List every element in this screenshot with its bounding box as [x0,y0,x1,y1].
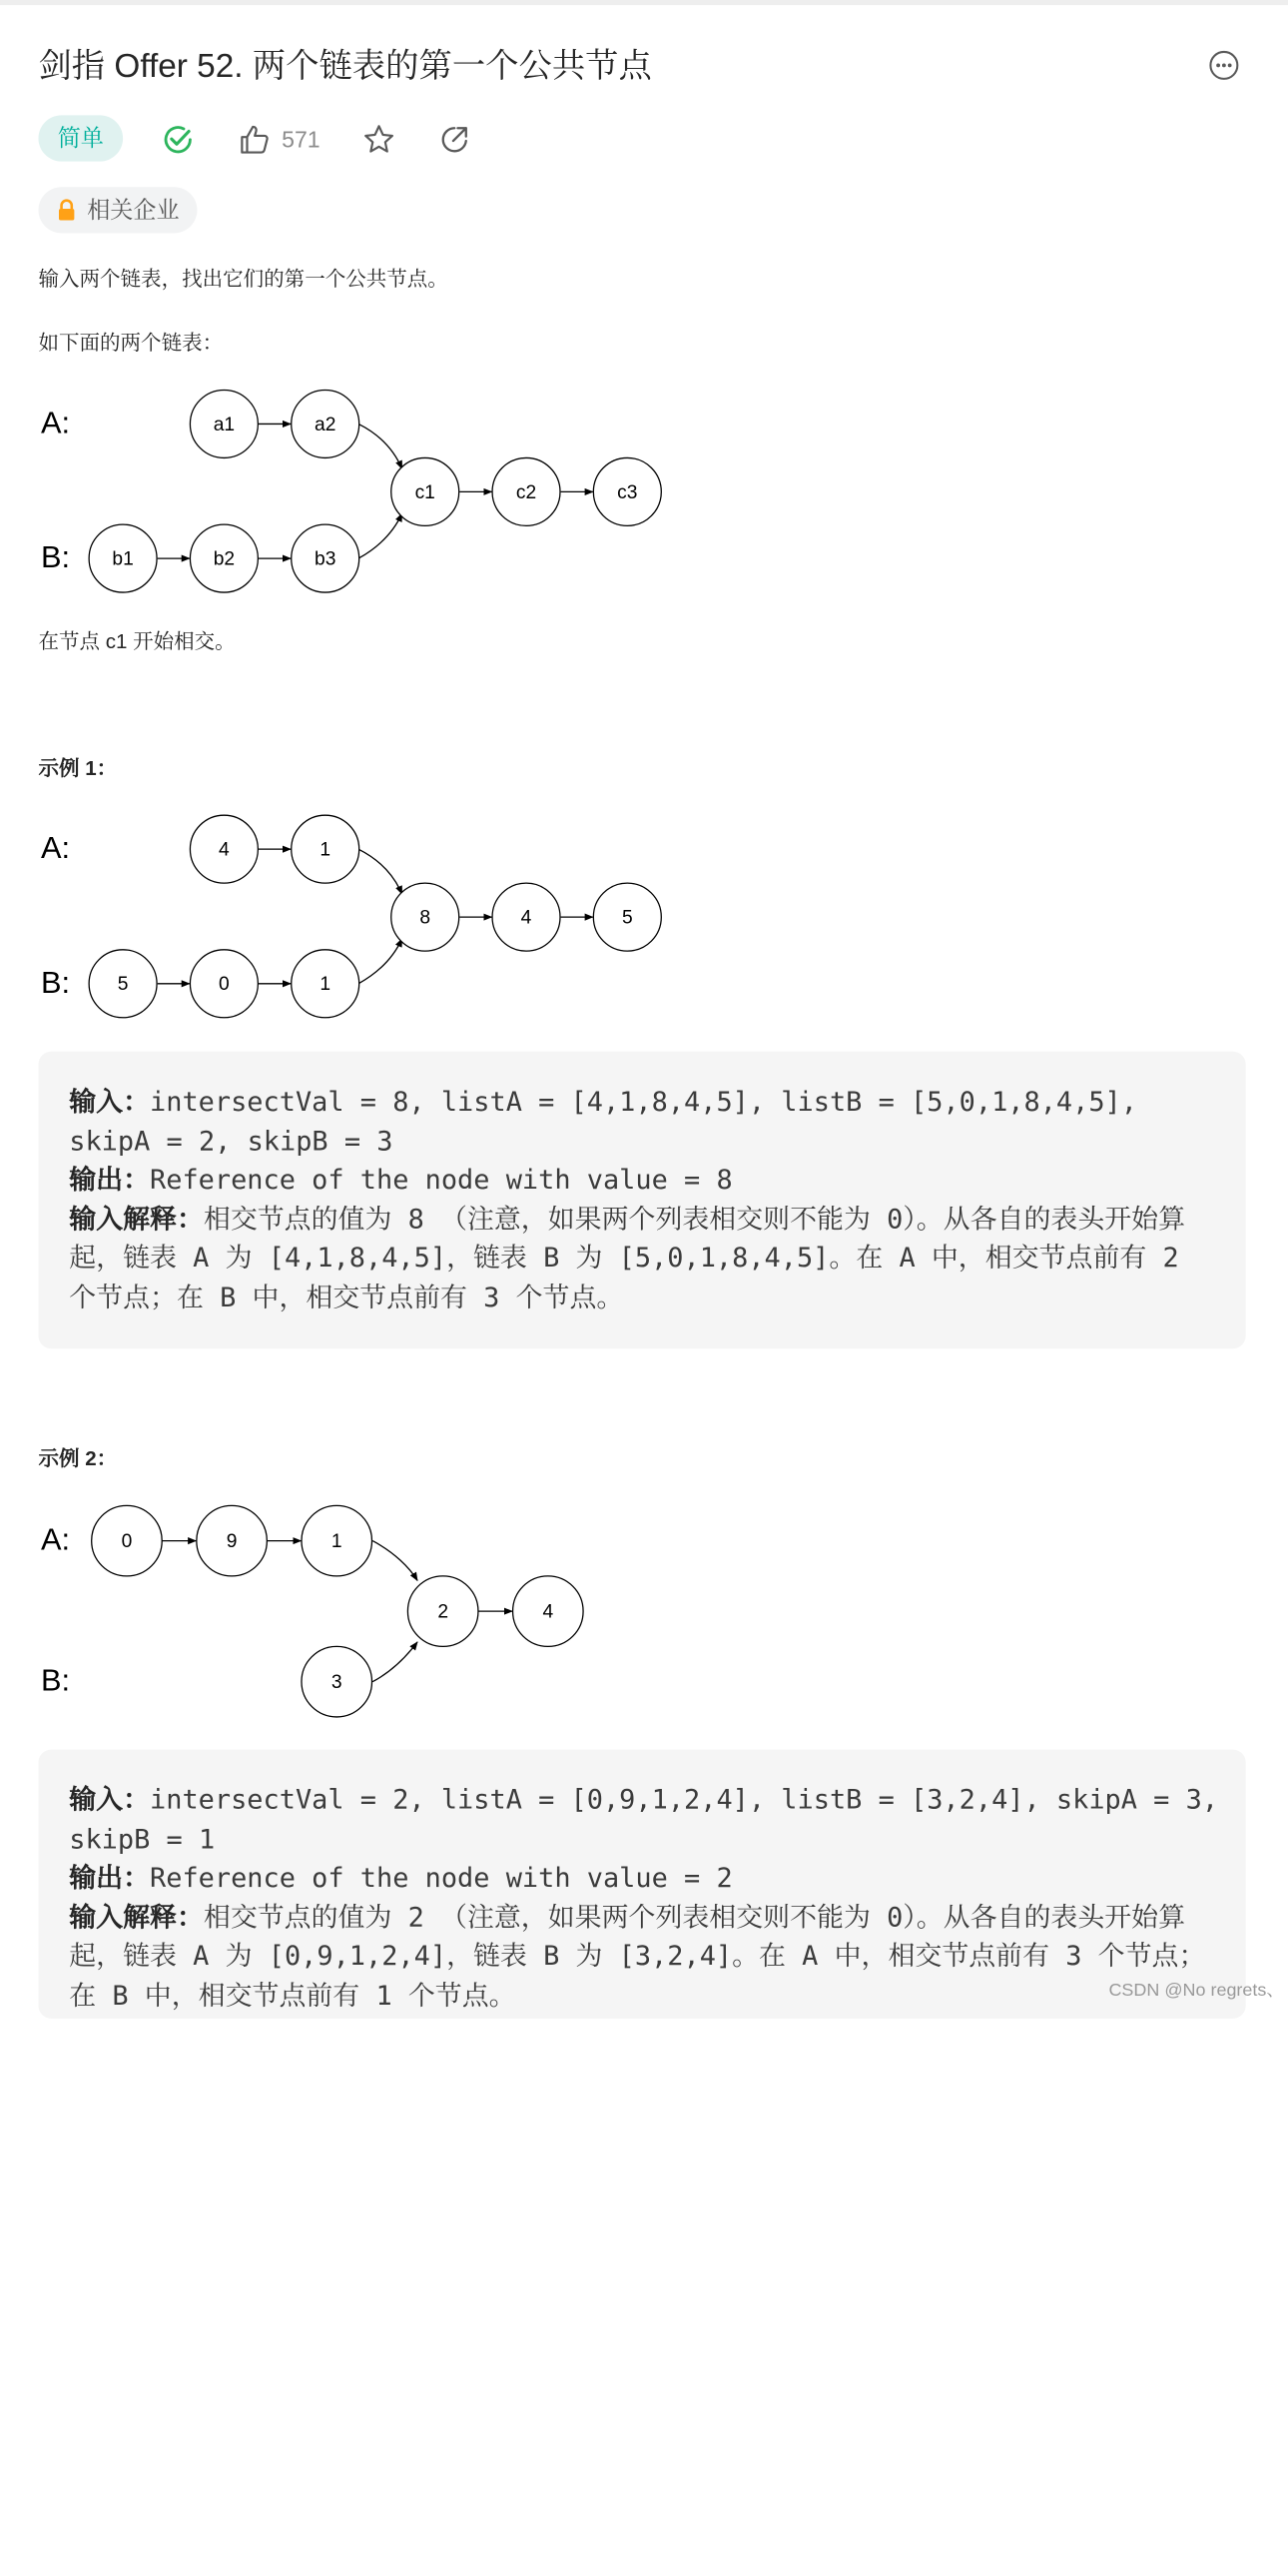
svg-text:b3: b3 [315,548,336,570]
list-node [302,1505,372,1576]
svg-text:4: 4 [219,839,230,861]
list-node [190,390,258,457]
svg-text:1: 1 [330,1531,342,1553]
svg-text:2: 2 [437,1601,449,1623]
thumb-up-icon[interactable] [239,123,272,156]
related-company-label: 相关企业 [87,197,180,224]
svg-text:a2: a2 [315,414,336,435]
svg-text:c3: c3 [617,481,638,503]
top-divider [0,0,1288,5]
list-node [292,390,359,457]
list-node [190,524,258,592]
list-node [593,883,661,951]
example1-linked-list-diagram [0,809,717,1027]
intro-text: 如下面的两个链表： [38,333,224,356]
list-node [391,457,459,525]
list-node [302,1646,372,1717]
list-node [292,524,359,592]
list-node [391,883,459,951]
description-text: 输入两个链表，找出它们的第一个公共节点。 [38,269,448,292]
example1-heading: 示例 1： [38,758,118,780]
output-label: 输出： [69,1164,151,1196]
list-a-label: A: [41,1521,71,1557]
svg-text:b1: b1 [112,548,134,570]
list-node [89,950,157,1018]
list-node [292,815,359,883]
svg-text:1: 1 [320,839,331,861]
svg-text:c1: c1 [414,481,435,503]
svg-text:8: 8 [419,907,431,929]
intersection-note: 在节点 c1 开始相交。 [38,631,236,653]
input-value: intersectVal = 2, listA = [0,9,1,2,4], listB = [3,2,4], skipA = 3, skipB = 1 [69,1784,1235,1855]
example2-heading: 示例 2： [38,1448,118,1471]
like-count: 571 [282,126,321,153]
svg-text:9: 9 [226,1531,238,1553]
svg-text:1: 1 [320,974,331,996]
list-node [89,524,157,592]
list-node [190,815,258,883]
list-node [593,457,661,525]
explanation-value: 相交节点的值为 2 （注意，如果两个列表相交则不能为 0）。从各自的表头开始算起，链表 A 为 [0,9,1,2,4]，链表 B 为 [3,2,4]。在 A 中，相交节点前有 3 个节点；在 B 中，相交节点前有 1 个节点。 [69,1901,1206,2011]
check-circle-icon [162,123,195,156]
list-node [292,950,359,1018]
explanation-label: 输入解释： [69,1901,204,1933]
input-label: 输入： [69,1784,151,1816]
list-node [197,1505,268,1576]
svg-text:0: 0 [219,974,230,996]
related-company-button[interactable] [38,187,197,233]
example2-linked-list-diagram [0,1501,717,1725]
svg-text:4: 4 [520,907,532,929]
output-value: Reference of the node with value = 8 [150,1164,733,1196]
input-label: 输入： [69,1086,151,1118]
list-node [492,883,560,951]
svg-text:b2: b2 [213,548,236,570]
svg-text:5: 5 [621,907,633,929]
explanation-value: 相交节点的值为 8 （注意，如果两个列表相交则不能为 0）。从各自的表头开始算起，链表 A 为 [4,1,8,4,5]，链表 B 为 [5,0,1,8,4,5]。在 A 中，相交节点前有 2 个节点；在 B 中，相交节点前有 3 个节点。 [69,1203,1195,1312]
output-value: Reference of the node with value = 2 [150,1862,733,1894]
problem-title: 剑指 Offer 52. 两个链表的第一个公共节点 [38,46,652,85]
list-b-label: B: [41,539,71,575]
explanation-label: 输入解释： [69,1203,204,1235]
list-node [513,1576,584,1647]
csdn-watermark: CSDN @No regrets、 [1108,1979,1285,2000]
difficulty-badge[interactable]: 简单 [38,115,123,161]
intro-linked-list-diagram [0,385,717,602]
list-node [492,457,560,525]
list-b-label: B: [41,964,71,1000]
svg-text:4: 4 [542,1601,554,1623]
svg-text:5: 5 [117,974,129,996]
list-a-label: A: [41,830,71,866]
svg-text:c2: c2 [515,481,537,503]
list-b-label: B: [41,1662,71,1698]
list-node [407,1576,478,1647]
svg-text:3: 3 [330,1672,342,1694]
more-icon[interactable] [1208,50,1239,81]
svg-text:a1: a1 [213,414,236,435]
star-icon[interactable] [362,123,395,156]
output-label: 输出： [69,1862,151,1894]
lock-icon [55,199,78,222]
share-icon[interactable] [438,123,471,156]
example1-io-block [38,1052,1245,1348]
example2-io-block [38,1750,1245,2019]
list-node [190,950,258,1018]
list-node [92,1505,163,1576]
svg-text:0: 0 [121,1531,133,1553]
input-value: intersectVal = 8, listA = [4,1,8,4,5], listB = [5,0,1,8,4,5], skipA = 2, skipB = 3 [69,1086,1154,1157]
list-a-label: A: [41,405,71,440]
